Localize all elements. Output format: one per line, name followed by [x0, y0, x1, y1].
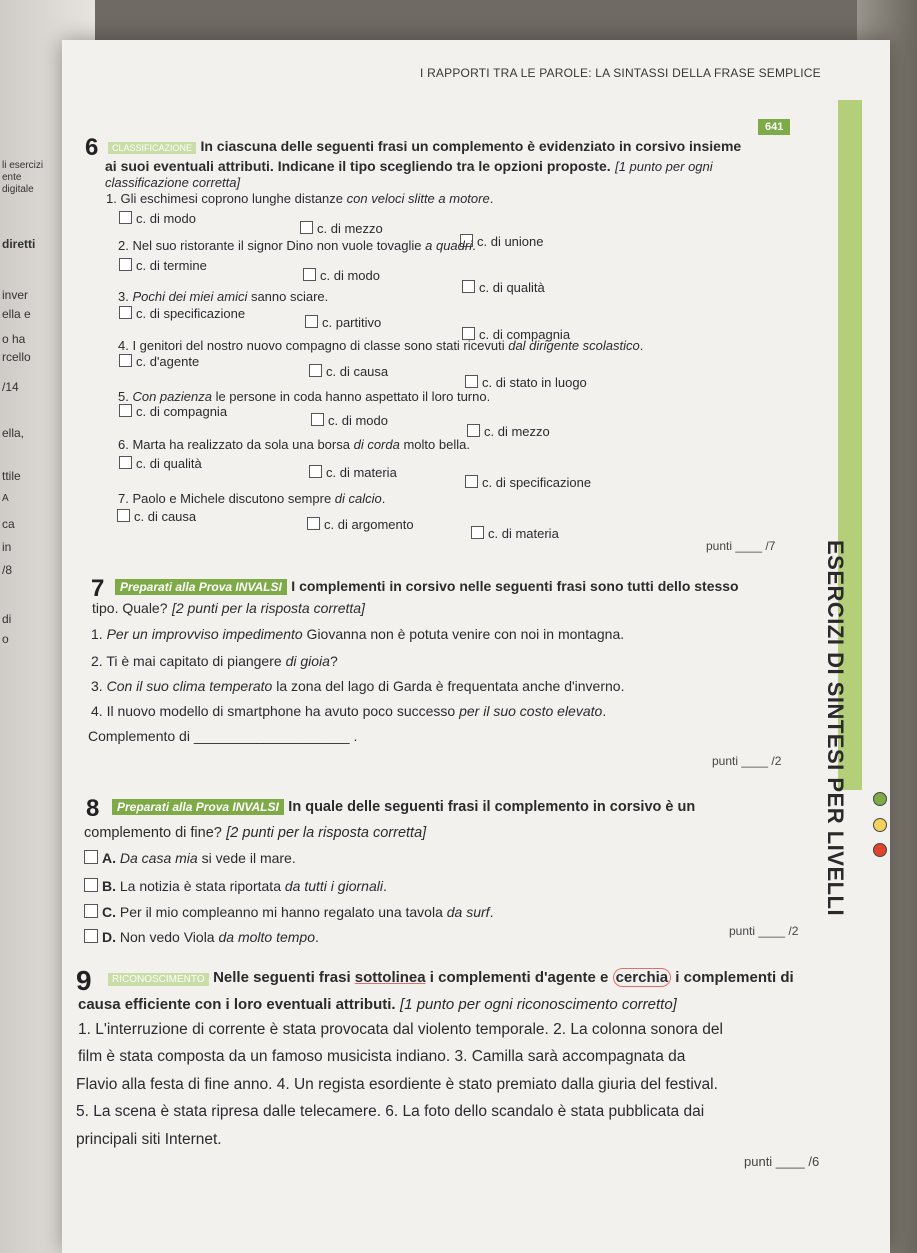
question-text-plain: 2. Nel suo ristorante il signor Dino non vuole tovaglie — [118, 238, 426, 253]
margin-fragment: ca — [2, 517, 15, 531]
option-text: si vede il mare. — [197, 850, 296, 866]
question-text — [106, 191, 493, 206]
option-label: c. di causa — [326, 364, 389, 379]
question-text-plain: 5. — [118, 389, 133, 404]
margin-fragment: in — [2, 540, 12, 554]
option-checkbox[interactable] — [465, 475, 591, 490]
option-checkbox[interactable] — [303, 268, 380, 283]
question-text — [118, 437, 470, 452]
sentence-italic: Con il suo clima temperato — [106, 678, 273, 694]
option-text-italic: da surf — [446, 904, 490, 920]
question-text-plain: . — [489, 191, 494, 206]
option-checkbox[interactable] — [119, 211, 196, 226]
margin-fragment: ente — [2, 172, 22, 183]
margin-fragment: inver — [2, 288, 29, 302]
margin-fragment: /8 — [2, 563, 13, 577]
sentence-plain: . — [602, 703, 607, 719]
answer-option[interactable] — [84, 929, 319, 945]
instruction-circle-word: cerchia — [613, 968, 672, 987]
margin-fragment: /14 — [2, 380, 19, 394]
exercise-number: 6 — [85, 134, 99, 161]
question-text-plain: molto bella. — [399, 437, 470, 452]
instruction-underline-word: sottolinea — [354, 969, 426, 986]
margin-fragment: digitale — [2, 184, 34, 195]
option-label: c. di causa — [134, 509, 197, 524]
option-text: . — [314, 929, 319, 945]
option-label: c. di qualità — [479, 280, 545, 295]
option-label: c. partitivo — [322, 315, 382, 330]
exercise-points-note: [1 punto per ogni riconoscimento corretto] — [400, 996, 677, 1013]
question-text-plain: . — [639, 338, 644, 353]
option-label: c. di stato in luogo — [482, 375, 587, 390]
option-checkbox[interactable] — [300, 221, 383, 236]
exercise-text-line[interactable]: 5. La scena è stata ripresa dalle telecamere. 6. La foto dello scandalo è stata pubblicata dai — [76, 1103, 705, 1120]
question-text-plain: . — [381, 491, 386, 506]
question-text-italic: di calcio — [334, 491, 382, 506]
sentence-item — [91, 653, 338, 669]
instruction-text: i complementi d'agente e — [425, 969, 613, 986]
option-label: c. di modo — [136, 211, 196, 226]
margin-fragment: li esercizi — [2, 160, 44, 171]
option-text: . — [489, 904, 494, 920]
exercise-number: 9 — [76, 965, 92, 996]
sentence-italic: di gioia — [285, 653, 330, 669]
answer-option[interactable] — [84, 878, 387, 894]
option-checkbox[interactable] — [309, 364, 388, 379]
exercise-number: 7 — [91, 575, 105, 602]
exercise-number: 8 — [86, 795, 100, 822]
option-label: c. di unione — [477, 234, 544, 249]
answer-option[interactable] — [84, 850, 296, 866]
sentence-plain: 4. Il nuovo modello di smartphone ha avuto poco successo — [91, 703, 460, 719]
option-label: c. di modo — [320, 268, 380, 283]
exercise-instruction: tipo. Quale? — [92, 600, 168, 616]
page-header: I RAPPORTI TRA LE PAROLE: LA SINTASSI DELLA FRASE SEMPLICE — [420, 66, 821, 80]
margin-fragment: ella e — [2, 307, 31, 321]
exercise-instruction: causa efficiente con i loro eventuali attributi. — [78, 996, 396, 1013]
option-letter: B. — [102, 878, 116, 894]
question-text-plain: . — [472, 238, 476, 253]
exercise-instruction: I complementi in corsivo nelle seguenti frasi sono tutti dello stesso — [291, 578, 739, 594]
option-label: c. di termine — [136, 258, 207, 273]
exercise-text-line[interactable]: film è stata composta da un famoso musicista indiano. 3. Camilla sarà accompagnata da — [78, 1048, 686, 1065]
question-text-plain: 3. — [118, 289, 133, 304]
score-field[interactable]: punti ____ /2 — [729, 924, 799, 938]
page-number: 641 — [758, 119, 790, 135]
sentence-item — [91, 626, 624, 642]
question-text — [118, 491, 385, 506]
option-label: c. di specificazione — [136, 306, 246, 321]
option-checkbox[interactable] — [309, 465, 397, 480]
sentence-italic: Per un improvviso impedimento — [106, 626, 303, 642]
exercise-instruction: complemento di fine? — [84, 825, 222, 841]
margin-fragment: ella, — [2, 426, 25, 440]
sentence-item — [91, 678, 624, 694]
level-dot-red — [873, 843, 887, 857]
sentence-italic: per il suo costo elevato — [459, 703, 603, 719]
option-label: c. di compagnia — [479, 327, 571, 342]
option-label: c. di mezzo — [484, 424, 550, 439]
question-text — [118, 389, 490, 404]
margin-fragment: A — [2, 493, 9, 504]
option-checkbox[interactable] — [117, 509, 196, 524]
score-field[interactable]: punti ____ /7 — [706, 539, 776, 553]
option-text-italic: da molto tempo — [218, 929, 315, 945]
exercise-points-note: classificazione corretta] — [105, 175, 241, 190]
question-text-italic: Con pazienza — [132, 389, 212, 404]
exercise-points-note: [1 punto per ogni — [615, 159, 713, 174]
option-label: c. di materia — [488, 526, 559, 541]
question-text — [118, 338, 643, 353]
exercise-tag: Preparati alla Prova INVALSI — [112, 799, 284, 815]
level-dot-yellow — [873, 818, 887, 832]
option-label: c. di compagnia — [136, 404, 228, 419]
option-label: c. di materia — [326, 465, 397, 480]
side-label: ESERCIZI DI SINTESI PER LIVELLI — [823, 540, 848, 917]
instruction-text: i complementi di — [671, 969, 794, 986]
option-letter: C. — [102, 904, 116, 920]
option-label: c. di argomento — [324, 517, 414, 532]
option-text: La notizia è stata riportata — [119, 878, 285, 894]
option-label: c. di mezzo — [317, 221, 383, 236]
option-letter: D. — [102, 929, 116, 945]
exercise-points-note: [2 punti per la risposta corretta] — [226, 825, 427, 841]
option-text: Per il mio compleanno mi hanno regalato una tavola — [119, 904, 447, 920]
instruction-text: Nelle seguenti frasi — [213, 969, 355, 986]
level-dot-green — [873, 792, 887, 806]
question-text-italic: a quadri — [425, 238, 473, 253]
option-letter: A. — [102, 850, 116, 866]
sentence-plain: ? — [329, 653, 338, 669]
score-field[interactable]: punti ____ /6 — [744, 1154, 820, 1169]
exercise-tag: Preparati alla Prova INVALSI — [115, 579, 287, 595]
question-text-italic: dal dirigente scolastico — [508, 338, 640, 353]
margin-fragment: diretti — [2, 237, 36, 251]
question-text-plain: 1. Gli eschimesi coprono lunghe distanze — [106, 191, 347, 206]
sentence-plain: 3. — [91, 678, 107, 694]
question-text — [118, 289, 328, 304]
question-text-italic: Pochi dei miei amici — [132, 289, 248, 304]
exercise-instruction — [213, 968, 794, 987]
answer-field[interactable]: Complemento di ____________________ . — [88, 728, 358, 744]
option-checkbox[interactable] — [311, 413, 388, 428]
question-text-plain: le persone in coda hanno aspettato il loro turno. — [211, 389, 491, 404]
sentence-item — [91, 703, 606, 719]
option-checkbox[interactable] — [119, 258, 207, 273]
exercise-points-note: [2 punti per la risposta corretta] — [171, 600, 365, 616]
question-text — [118, 238, 476, 253]
option-checkbox[interactable] — [119, 306, 245, 321]
margin-fragment: o ha — [2, 332, 26, 346]
exercise-instruction: In quale delle seguenti frasi il complemento in corsivo è un — [288, 799, 696, 815]
option-label: c. d'agente — [136, 354, 200, 369]
score-field[interactable]: punti ____ /2 — [712, 754, 782, 768]
answer-option[interactable] — [84, 904, 493, 920]
option-checkbox[interactable] — [119, 354, 199, 369]
option-text: . — [382, 878, 387, 894]
exercise-text-line[interactable]: 1. L'interruzione di corrente è stata provocata dal violento temporale. 2. La colonna sonora del — [78, 1021, 723, 1038]
option-text-italic: da tutti i giornali — [284, 878, 383, 894]
question-text-plain: 6. Marta ha realizzato da sola una borsa — [118, 437, 354, 452]
option-checkbox[interactable] — [307, 517, 414, 532]
question-text-plain: 4. I genitori del nostro nuovo compagno di classe sono stati ricevuti — [118, 338, 509, 353]
question-text-italic: con veloci slitte a motore — [346, 191, 490, 206]
sentence-plain: la zona del lago di Garda è frequentata anche d'inverno. — [272, 678, 625, 694]
option-checkbox[interactable] — [119, 456, 202, 471]
margin-fragment: o — [2, 632, 9, 646]
margin-fragment: di — [2, 612, 12, 626]
option-label: c. di specificazione — [482, 475, 592, 490]
option-checkbox[interactable] — [462, 280, 545, 295]
question-text-italic: di corda — [353, 437, 400, 452]
option-checkbox[interactable] — [119, 404, 227, 419]
question-text-plain: sanno sciare. — [247, 289, 329, 304]
exercise-text-line[interactable]: Flavio alla festa di fine anno. 4. Un regista esordiente è stato premiato dalla giuria del festival. — [76, 1076, 718, 1093]
option-text: Non vedo Viola — [119, 929, 219, 945]
exercise-tag: RICONOSCIMENTO — [108, 973, 209, 986]
option-checkbox[interactable] — [465, 375, 587, 390]
option-checkbox[interactable] — [305, 315, 381, 330]
option-checkbox[interactable] — [467, 424, 550, 439]
margin-fragment: ttile — [2, 469, 21, 483]
sentence-plain: 2. Ti è mai capitato di piangere — [91, 653, 286, 669]
option-label: c. di modo — [328, 413, 388, 428]
exercise-tag: CLASSIFICAZIONE — [108, 142, 196, 154]
option-label: c. di qualità — [136, 456, 202, 471]
sentence-plain: Giovanna non è potuta venire con noi in montagna. — [302, 626, 625, 642]
margin-fragment: rcello — [2, 350, 31, 364]
sentence-plain: 1. — [91, 626, 107, 642]
exercise-instruction: In ciascuna delle seguenti frasi un complemento è evidenziato in corsivo insieme — [200, 138, 742, 154]
option-text-italic: Da casa mia — [119, 850, 198, 866]
exercise-instruction: ai suoi eventuali attributi. Indicane il tipo scegliendo tra le opzioni proposte. — [105, 158, 611, 174]
exercise-text-line[interactable]: principali siti Internet. — [76, 1131, 222, 1148]
question-text-plain: 7. Paolo e Michele discutono sempre — [118, 491, 335, 506]
option-checkbox[interactable] — [471, 526, 559, 541]
